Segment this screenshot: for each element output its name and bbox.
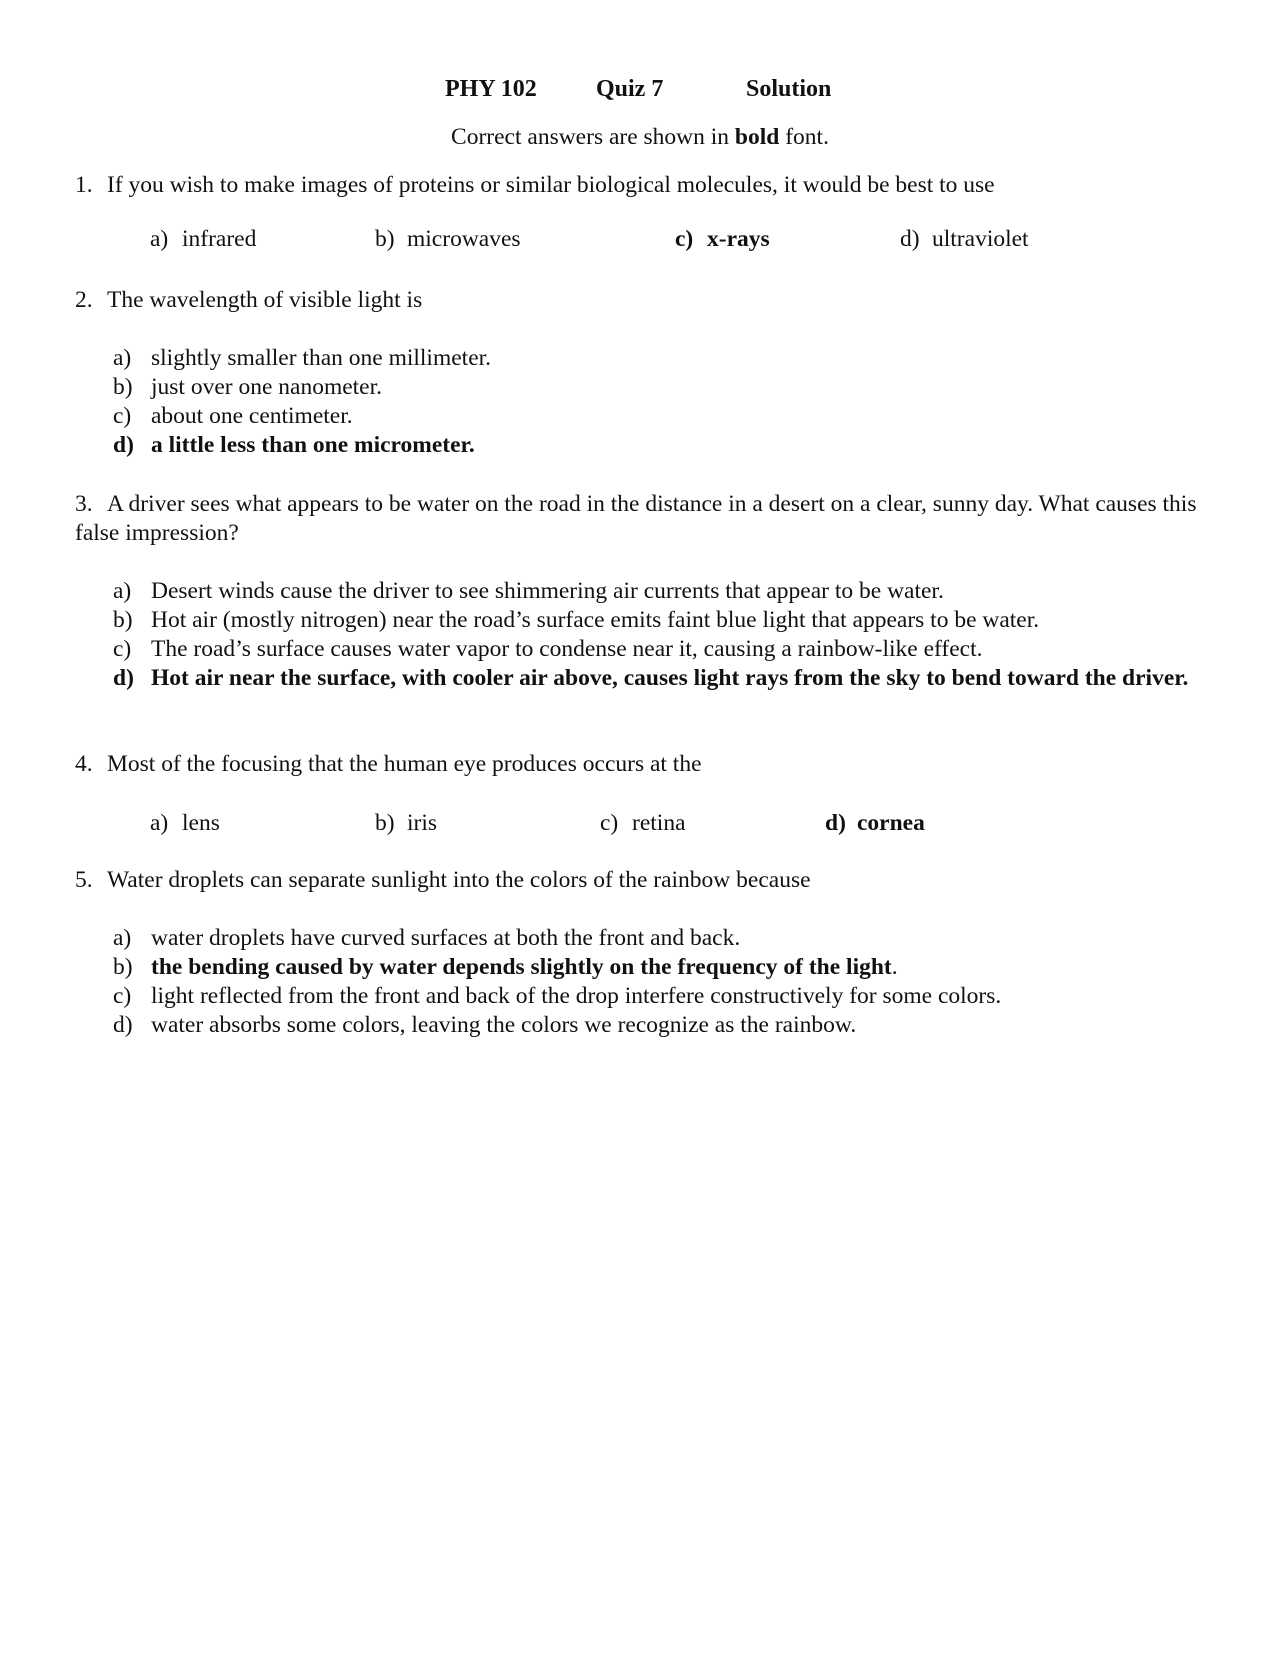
question-1-options (150, 226, 1150, 256)
solution-label: Solution (746, 76, 832, 102)
option-b: b) just over one nanometer. (113, 374, 383, 400)
question-text: If you wish to make images of proteins or similar biological molecules, it would be best to use (107, 172, 995, 198)
question-3-options (113, 577, 1193, 693)
option-c: c) retina (600, 810, 686, 836)
option-d-correct: d) a little less than one micrometer. (113, 432, 475, 458)
option-a: a) water droplets have curved surfaces at both the front and back. (113, 925, 741, 951)
question-5-options (113, 924, 1213, 1040)
quiz-header (0, 76, 1280, 108)
question-1 (75, 171, 1205, 200)
question-number: 2. (75, 287, 93, 313)
question-4-options (150, 810, 1150, 840)
question-5 (75, 866, 1205, 895)
question-number: 3. (75, 491, 93, 517)
quiz-number: Quiz 7 (596, 76, 664, 102)
option-a: a) slightly smaller than one millimeter. (113, 345, 492, 371)
option-d: d) water absorbs some colors, leaving the colors we recognize as the rainbow. (113, 1012, 857, 1038)
note-text-before: Correct answers are shown in (451, 124, 735, 150)
option-c: c) light reflected from the front and back of the drop interfere constructively for some colors. (113, 983, 1002, 1009)
question-4 (75, 750, 1205, 779)
option-c-correct: c) x-rays (675, 226, 770, 252)
question-number: 4. (75, 751, 93, 777)
option-d-correct: d) Hot air near the surface, with cooler air above, causes light rays from the sky to bend toward the driver. (113, 665, 1189, 691)
option-suffix: . (891, 954, 898, 980)
option-b-correct: b) the bending caused by water depends slightly on the frequency of the light. (113, 954, 898, 980)
option-a: a) infrared (150, 226, 257, 252)
option-b: b) iris (375, 810, 438, 836)
answer-key-note (0, 124, 1280, 151)
option-c: c) The road’s surface causes water vapor to condense near it, causing a rainbow-like effect. (113, 636, 983, 662)
option-a: a) lens (150, 810, 220, 836)
option-b: b) Hot air (mostly nitrogen) near the road’s surface emits faint blue light that appears to be water. (113, 607, 1040, 633)
course-code: PHY 102 (445, 76, 537, 102)
question-text: The wavelength of visible light is (107, 287, 423, 313)
option-a: a) Desert winds cause the driver to see shimmering air currents that appear to be water. (113, 578, 944, 604)
question-number: 1. (75, 172, 93, 198)
question-2-options (113, 344, 1213, 460)
question-2 (75, 286, 1205, 315)
option-d: d) ultraviolet (900, 226, 1029, 252)
note-text-bold: bold (734, 124, 780, 150)
option-c: c) about one centimeter. (113, 403, 353, 429)
option-b: b) microwaves (375, 226, 521, 252)
note-text-after: font. (779, 124, 829, 150)
question-text: A driver sees what appears to be water on the road in the distance in a desert on a clear, sunny day. What causes this false impression? (75, 491, 1197, 546)
question-text: Water droplets can separate sunlight into the colors of the rainbow because (107, 867, 811, 893)
question-text: Most of the focusing that the human eye produces occurs at the (107, 751, 702, 777)
question-number: 5. (75, 867, 93, 893)
question-3 (75, 490, 1205, 548)
option-d-correct: d) cornea (825, 810, 925, 836)
